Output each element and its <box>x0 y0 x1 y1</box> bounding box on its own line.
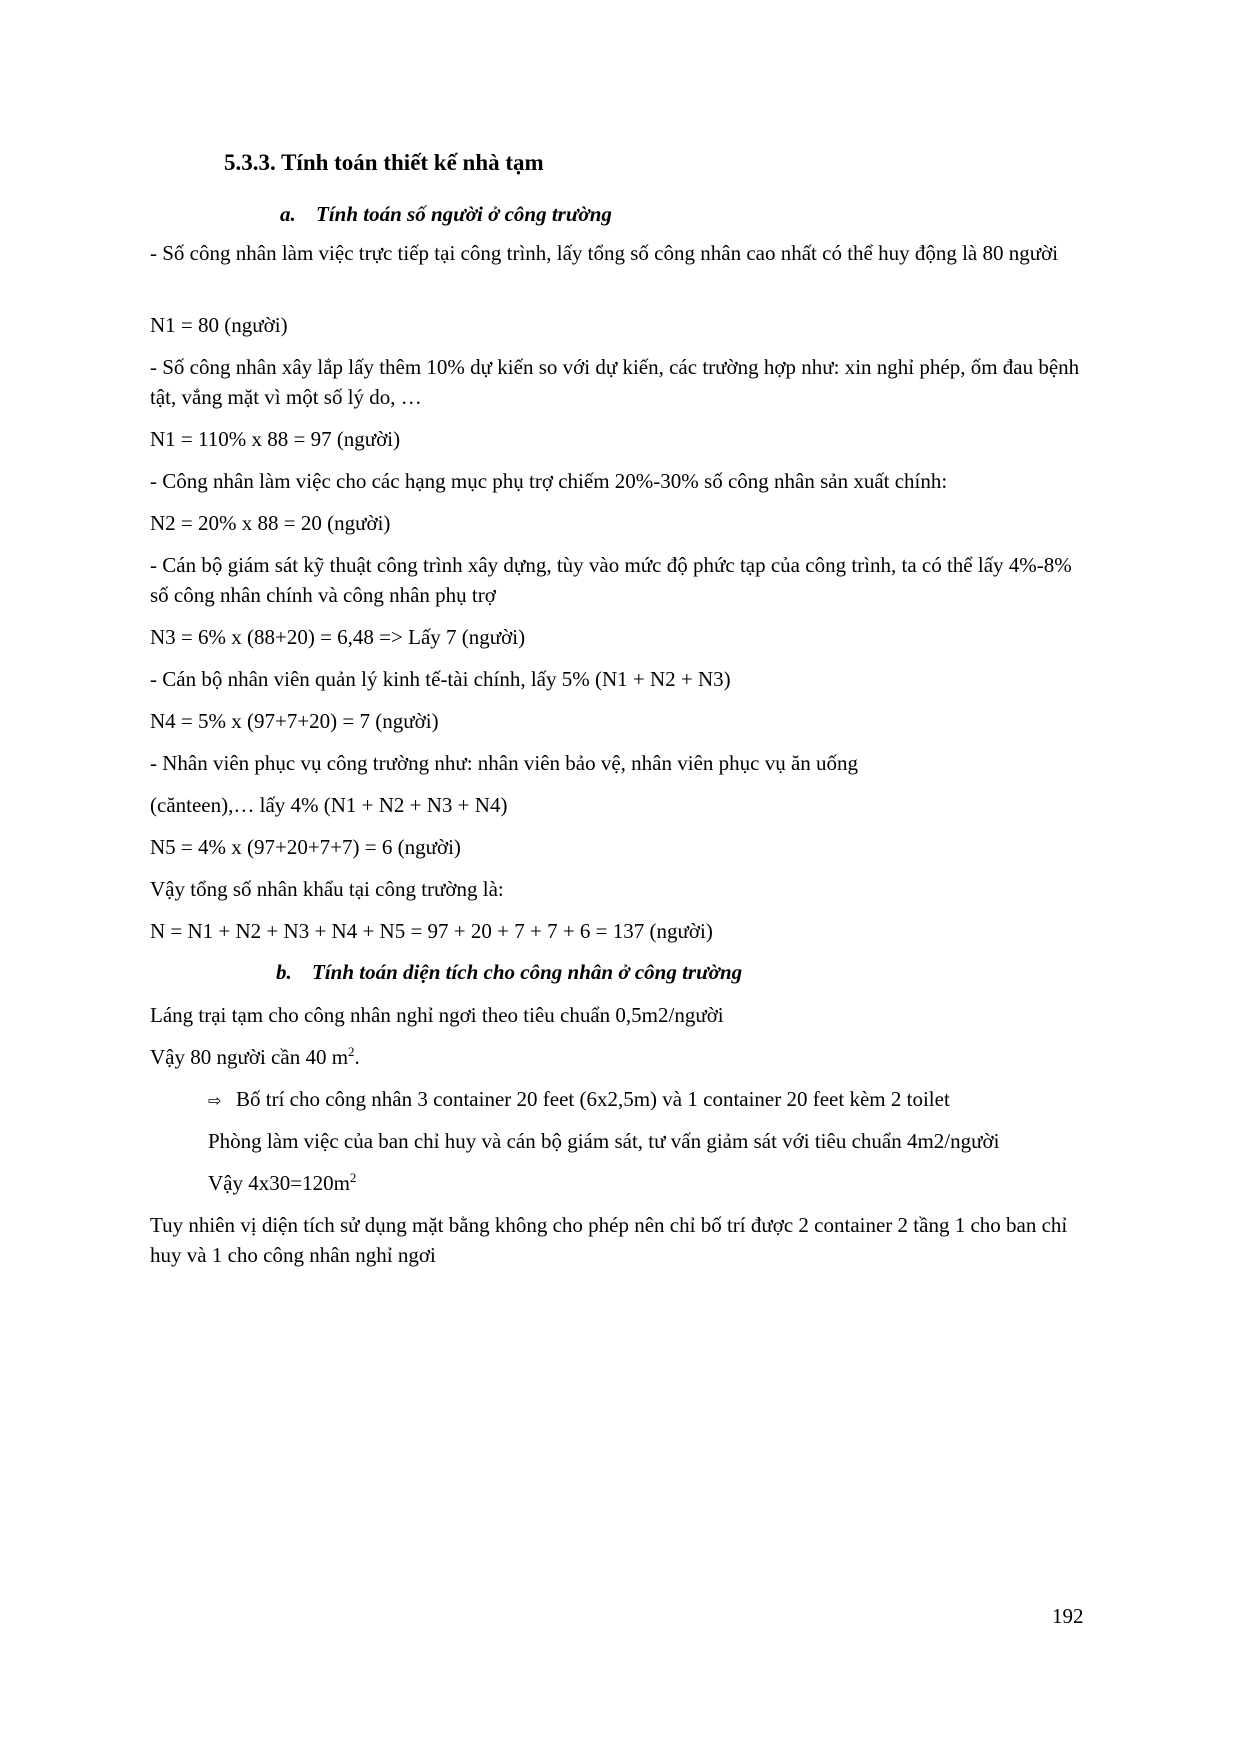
bullet-container-layout <box>208 1084 950 1116</box>
paragraph-area-requirement <box>150 1042 1090 1072</box>
office-area-text: Vậy 4x30=120m <box>208 1171 350 1195</box>
paragraph-auxiliary-workers: - Công nhân làm việc cho các hạng mục phụ trợ chiếm 20%-30% số công nhân sản xuất chính: <box>150 469 948 493</box>
subsection-a-heading <box>280 202 612 227</box>
formula-n4: N4 = 5% x (97+7+20) = 7 (người) <box>150 709 439 733</box>
paragraph-direct-workers: - Số công nhân làm việc trực tiếp tại công trình, lấy tổng số công nhân cao nhất có thể huy động là 80 người <box>150 241 1059 265</box>
formula-n1-adjusted: N1 = 110% x 88 = 97 (người) <box>150 427 401 451</box>
paragraph-extra-workers: - Số công nhân xây lắp lấy thêm 10% dự kiến so với dự kiến, các trường hợp như: xin nghỉ phép, ốm đau bệnh tật, vắng mặt vì một số lý do, … <box>150 355 1080 409</box>
area-text: Vậy 80 người cần 40 m <box>150 1045 349 1069</box>
area-superscript: 2 <box>348 1044 355 1059</box>
formula-n5: N5 = 4% x (97+20+7+7) = 6 (người) <box>150 835 461 859</box>
paragraph-conclusion: Tuy nhiên vị diện tích sử dụng mặt bằng không cho phép nên chỉ bố trí được 2 container 2 tầng 1 cho ban chỉ huy và 1 cho công nhân nghỉ ngơi <box>150 1213 1068 1267</box>
paragraph-service-staff: - Nhân viên phục vụ công trường như: nhân viên bảo vệ, nhân viên phục vụ ăn uống <box>150 751 859 775</box>
office-area-superscript: 2 <box>349 1170 357 1185</box>
paragraph-office-area <box>208 1168 356 1198</box>
paragraph-office-standard: Phòng làm việc của ban chỉ huy và cán bộ giám sát, tư vấn giảm sát với tiêu chuẩn 4m2/người <box>208 1129 1000 1153</box>
subsection-b-heading <box>276 960 742 985</box>
bullet-text: Bố trí cho công nhân 3 container 20 feet (6x2,5m) và 1 container 20 feet kèm 2 toilet <box>236 1087 950 1111</box>
paragraph-total-intro: Vậy tổng số nhân khẩu tại công trường là: <box>150 877 504 901</box>
paragraph-finance-staff: - Cán bộ nhân viên quản lý kinh tế-tài chính, lấy 5% (N1 + N2 + N3) <box>150 667 731 691</box>
area-end: . <box>354 1045 360 1069</box>
subsection-b-label: b. <box>276 960 292 984</box>
subsection-a-label: a. <box>280 202 296 226</box>
formula-n3: N3 = 6% x (88+20) = 6,48 => Lấy 7 (người) <box>150 625 526 649</box>
formula-n1: N1 = 80 (người) <box>150 313 288 337</box>
subsection-a-title: Tính toán số người ở công trường <box>316 202 612 226</box>
subsection-b-title: Tính toán diện tích cho công nhân ở công trường <box>312 960 743 984</box>
paragraph-service-staff-cont: (cănteen),… lấy 4% (N1 + N2 + N3 + N4) <box>150 793 508 817</box>
formula-total: N = N1 + N2 + N3 + N4 + N5 = 97 + 20 + 7 + 7 + 6 = 137 (người) <box>150 919 713 943</box>
paragraph-supervisors: - Cán bộ giám sát kỹ thuật công trình xây dựng, tùy vào mức độ phức tạp của công trình, ta có thể lấy 4%-8% số công nhân chính và công nhân phụ trợ <box>150 553 1072 607</box>
paragraph-standard: Láng trại tạm cho công nhân nghỉ ngơi theo tiêu chuẩn 0,5m2/người <box>150 1003 724 1027</box>
page-number: 192 <box>1052 1604 1084 1628</box>
formula-n2: N2 = 20% x 88 = 20 (người) <box>150 511 391 535</box>
section-heading: 5.3.3. Tính toán thiết kế nhà tạm <box>224 150 544 175</box>
hollow-right-arrow-icon: ⇨ <box>208 1091 222 1110</box>
